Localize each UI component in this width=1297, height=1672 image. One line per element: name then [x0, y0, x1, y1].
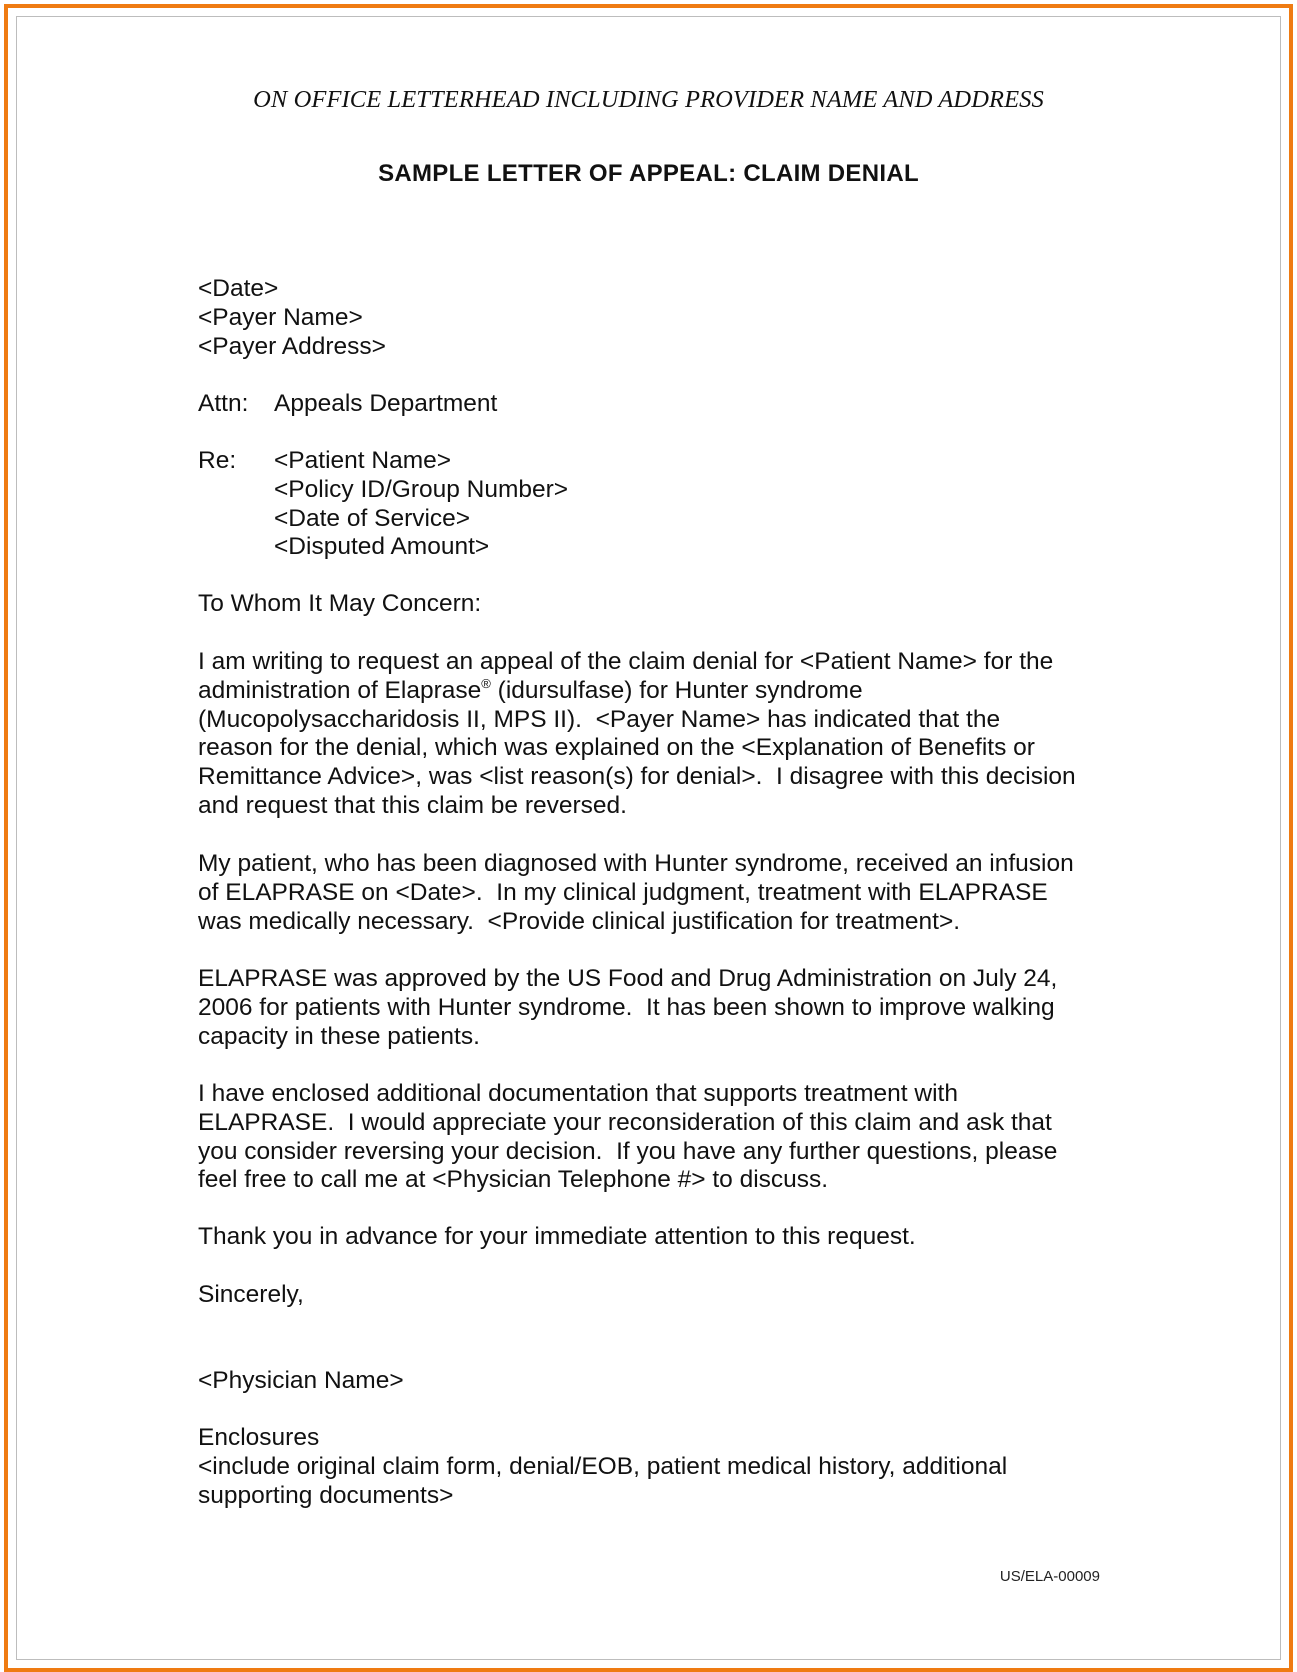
paragraph-line: My patient, who has been diagnosed with Hunter syndrome, received an infusion [198, 850, 1074, 877]
payer-name-placeholder: <Payer Name> [198, 303, 363, 331]
paragraph-line: you consider reversing your decision. If you have any further questions, please [198, 1137, 1058, 1165]
attn-value: Appeals Department [274, 390, 498, 417]
re-label: Re: [198, 447, 237, 474]
physician-name-placeholder: <Physician Name> [198, 1367, 404, 1394]
attn-label: Attn: [198, 390, 249, 417]
paragraph-line: (Mucopolysaccharidosis II, MPS II). <Payer Name> has indicated that the [198, 705, 1001, 733]
elaprase-text: administration of Elaprase [198, 676, 482, 704]
paragraph-line: reason for the denial, which was explained on the <Explanation of Benefits or [198, 734, 1035, 762]
paragraph-line: 2006 for patients with Hunter syndrome. It has been shown to improve walking [198, 993, 1055, 1021]
paragraph-appeal-request [198, 648, 1118, 821]
paragraph-fda-approval [198, 965, 1118, 1051]
paragraph-diagnosis [198, 850, 1118, 936]
paragraph-line: of ELAPRASE on <Date>. In my clinical judgment, treatment with ELAPRASE [198, 878, 1048, 906]
paragraph-line [198, 677, 1118, 706]
enclosures-line: supporting documents> [198, 1481, 454, 1509]
enclosures-line: <include original claim form, denial/EOB, patient medical history, additional [198, 1452, 1008, 1480]
paragraph-line: ELAPRASE was approved by the US Food and Drug Administration on July 24, [198, 965, 1058, 992]
paragraph-documentation [198, 1080, 1118, 1195]
re-patient-name: <Patient Name> [274, 447, 452, 474]
reference-block [198, 447, 1118, 562]
enclosures-block [198, 1424, 1118, 1510]
paragraph-line: ELAPRASE. I would appreciate your reconsideration of this claim and ask that [198, 1108, 1052, 1136]
document-title: SAMPLE LETTER OF APPEAL: CLAIM DENIAL [378, 160, 919, 187]
paragraph-line: feel free to call me at <Physician Telephone #> to discuss. [198, 1166, 829, 1194]
paragraph-line: I am writing to request an appeal of the claim denial for <Patient Name> for the [198, 648, 1054, 675]
attention-line [198, 390, 1118, 419]
letterhead-instruction: ON OFFICE LETTERHEAD INCLUDING PROVIDER NAME AND ADDRESS [253, 86, 1044, 113]
paragraph-line: and request that this claim be reversed. [198, 791, 627, 819]
registered-mark: ® [481, 675, 491, 691]
paragraph-line: I have enclosed additional documentation that supports treatment with [198, 1080, 958, 1107]
thank-you-line: Thank you in advance for your immediate attention to this request. [198, 1223, 916, 1250]
closing-line: Sincerely, [198, 1281, 304, 1308]
re-disputed-amount: <Disputed Amount> [274, 533, 490, 561]
re-policy-id: <Policy ID/Group Number> [274, 475, 569, 503]
re-date-of-service: <Date of Service> [274, 504, 471, 532]
enclosures-heading: Enclosures [198, 1424, 320, 1451]
paragraph-line: Remittance Advice>, was <list reason(s) for denial>. I disagree with this decision [198, 763, 1076, 791]
document-code: US/ELA-00009 [999, 1568, 1100, 1585]
paragraph-line: was medically necessary. <Provide clinical justification for treatment>. [198, 907, 961, 935]
paragraph-line: capacity in these patients. [198, 1022, 480, 1050]
salutation: To Whom It May Concern: [198, 590, 482, 617]
payer-address-placeholder: <Payer Address> [198, 332, 386, 360]
date-placeholder: <Date> [198, 275, 279, 302]
idursulfase-text: (idursulfase) for Hunter syndrome [490, 676, 863, 704]
recipient-address-block [198, 275, 1118, 361]
